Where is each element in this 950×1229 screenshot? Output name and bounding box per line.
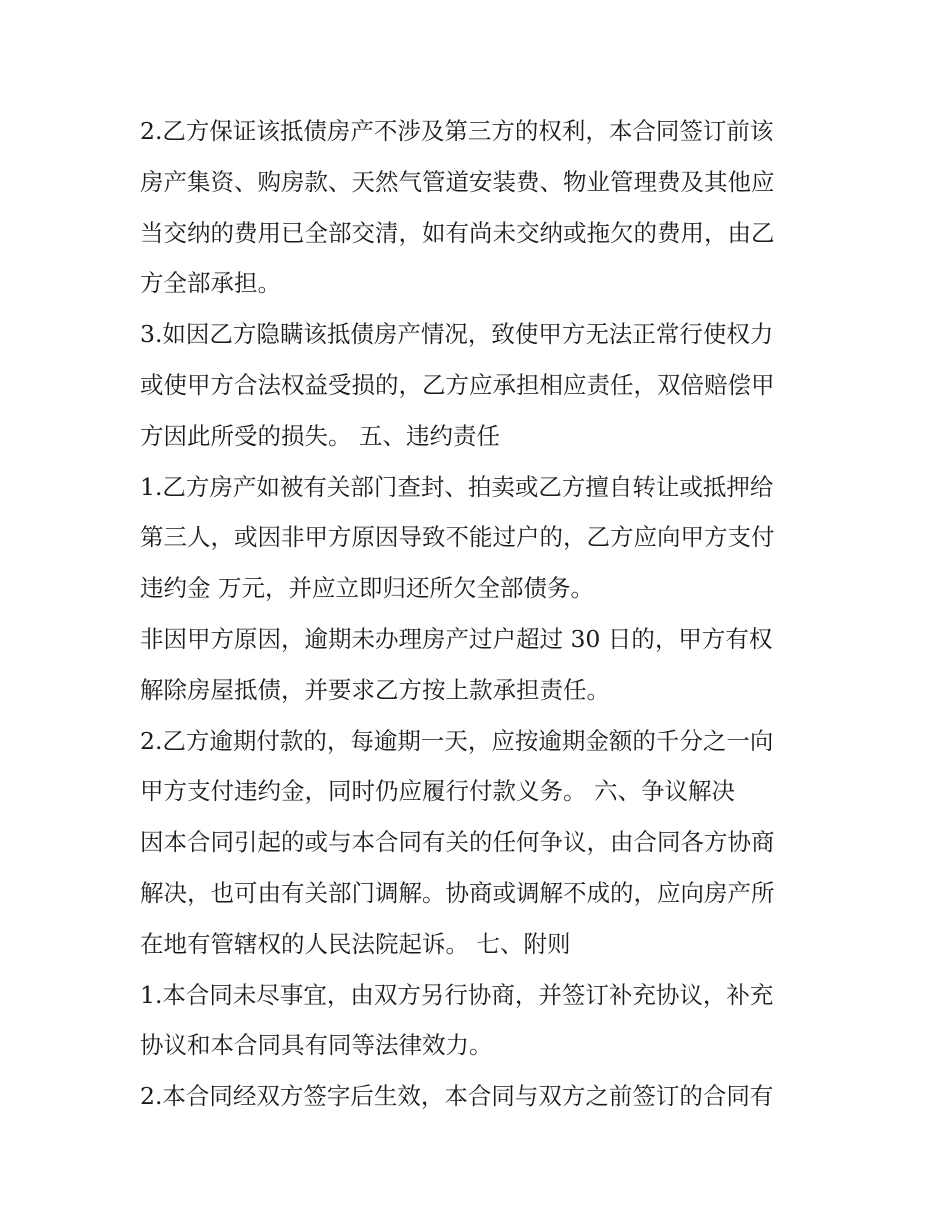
text-line: 房产集资、购房款、天然气管道安装费、物业管理费及其他应 [140,167,775,196]
text-line: 违约金 万元，并应立即归还所欠全部债务。 [140,574,594,603]
text-line: 非因甲方原因，逾期未办理房产过户超过 30 日的，甲方有权 [140,624,773,653]
text-line: 解除房屋抵债，并要求乙方按上款承担责任。 [140,675,610,704]
text-line: 或使甲方合法权益受损的，乙方应承担相应责任，双倍赔偿甲 [140,370,775,399]
text-line: 方因此所受的损失。 五、违约责任 [140,421,500,450]
text-line: 因本合同引起的或与本合同有关的任何争议，由合同各方协商 [140,828,775,857]
text-line: 解决，也可由有关部门调解。协商或调解不成的，应向房产所 [140,878,775,907]
text-line: 1.乙方房产如被有关部门查封、拍卖或乙方擅自转让或抵押给 [140,472,774,501]
text-line: 2.本合同经双方签字后生效，本合同与双方之前签订的合同有 [140,1082,774,1111]
text-line: 方全部承担。 [140,269,281,298]
text-line: 2.乙方保证该抵债房产不涉及第三方的权利，本合同签订前该 [140,117,774,145]
text-line: 3.如因乙方隐瞒该抵债房产情况，致使甲方无法正常行使权力 [140,320,774,349]
text-line: 1.本合同未尽事宜，由双方另行协商，并签订补充协议，补充 [140,980,774,1009]
text-line: 第三人，或因非甲方原因导致不能过户的，乙方应向甲方支付 [140,523,775,552]
text-line: 当交纳的费用已全部交清，如有尚未交纳或拖欠的费用，由乙 [140,218,775,247]
text-line: 2.乙方逾期付款的，每逾期一天，应按逾期金额的千分之一向 [140,726,774,755]
text-line: 在地有管辖权的人民法院起诉。 七、附则 [140,929,571,958]
text-line: 协议和本合同具有同等法律效力。 [140,1031,493,1060]
document-body [140,106,820,1122]
text-line: 甲方支付违约金，同时仍应履行付款义务。 六、争议解决 [140,777,735,806]
